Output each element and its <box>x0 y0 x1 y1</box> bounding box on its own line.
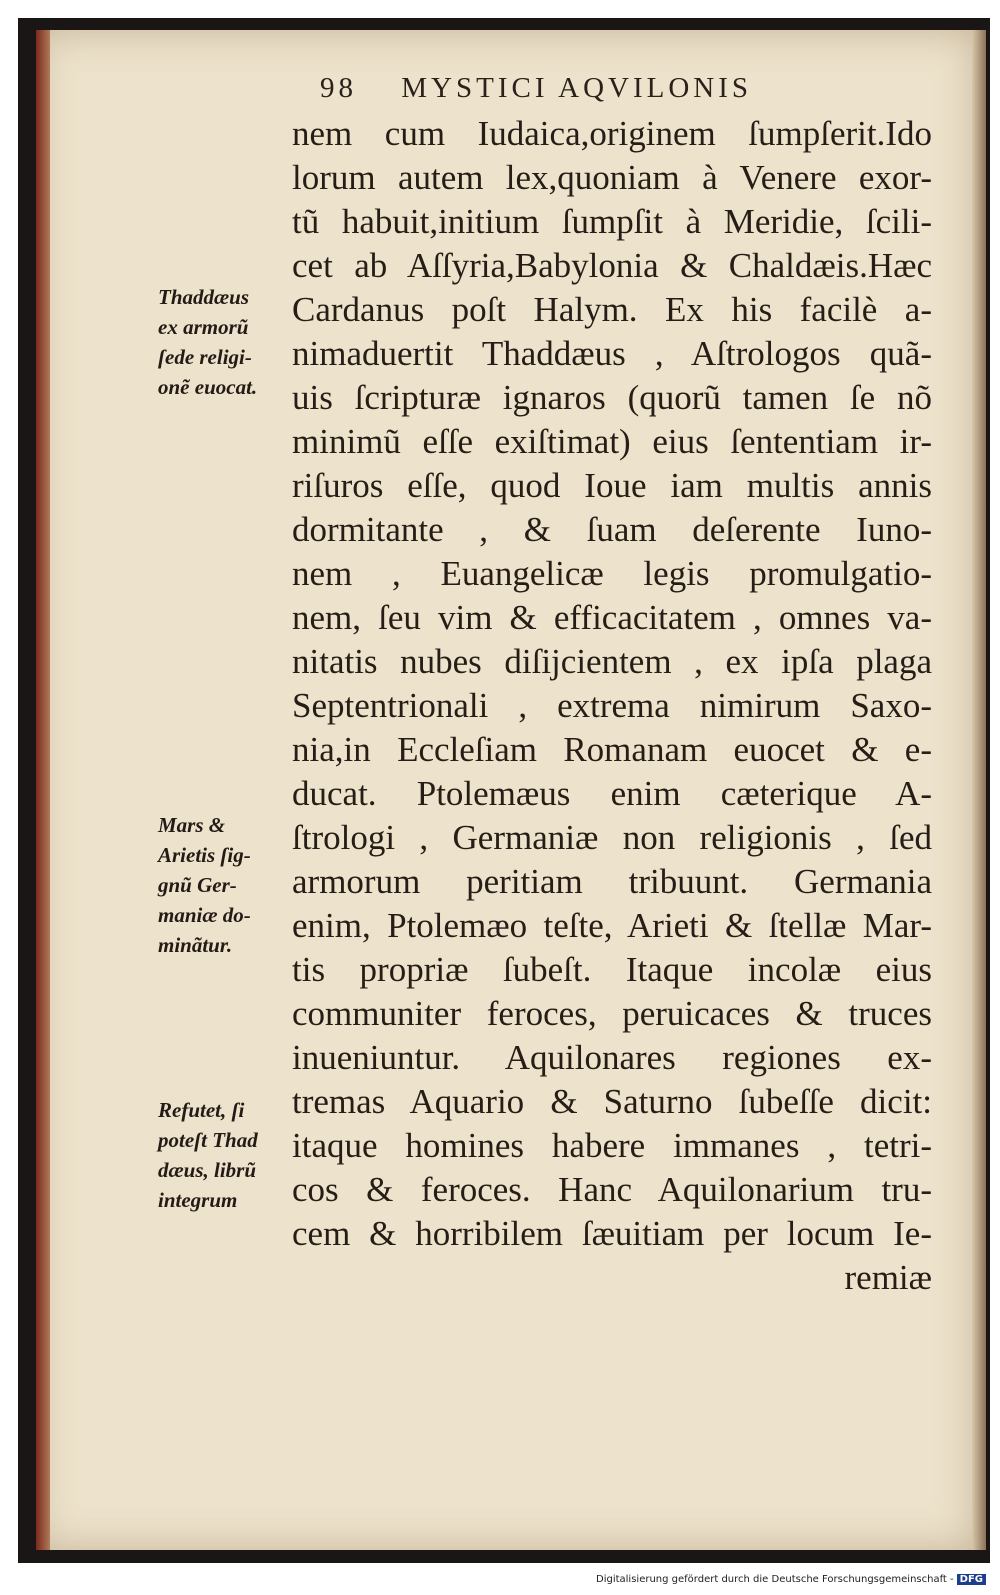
page-edge-right <box>972 30 986 1550</box>
text-line: ducat. Ptolemæus enim cæterique A- <box>292 774 932 813</box>
text-line: nimaduertit Thaddæus , Aſtrologos quã- <box>292 334 932 373</box>
text-line: enim, Ptolemæo teſte, Arieti & ſtellæ Mar- <box>292 906 932 945</box>
text-line: itaque homines habere immanes , tetri- <box>292 1126 932 1165</box>
text-line: inueniuntur. Aquilonares regiones ex- <box>292 1038 932 1077</box>
text-line: armorum peritiam tribuunt. Germania <box>292 862 932 901</box>
digitization-footer <box>596 1574 996 1585</box>
margin-note-line: poteſt Thad <box>158 1128 258 1152</box>
margin-note-line: ſede religi- <box>158 345 252 369</box>
margin-note-line: Arietis ſig- <box>158 843 251 867</box>
text-line: lorum autem lex,quoniam à Venere exor- <box>292 158 932 197</box>
text-line: tis propriæ ſubeſt. Itaque incolæ eius <box>292 950 932 989</box>
text-line: nem , Euangelicæ legis promulgatio- <box>292 554 932 593</box>
text-line: cos & feroces. Hanc Aquilonarium tru- <box>292 1170 932 1209</box>
text-line: cet ab Aſſyria,Babylonia & Chaldæis.Hæc <box>292 246 932 285</box>
text-line: tũ habuit,initium ſumpſit à Meridie, ſcili- <box>292 202 932 241</box>
margin-note-refutet <box>158 1095 298 1215</box>
text-line: ſtrologi , Germaniæ non religionis , ſed <box>292 818 932 857</box>
text-line: riſuros eſſe, quod Ioue iam multis annis <box>292 466 932 505</box>
text-line: Cardanus poſt Halym. Ex his facilè a- <box>292 290 932 329</box>
text-line: minimũ eſſe exiſtimat) eius ſententiam ir- <box>292 422 932 461</box>
margin-note-line: Refutet, ſi <box>158 1098 245 1122</box>
page-header <box>320 72 940 105</box>
text-line: Septentrionali , extrema nimirum Saxo- <box>292 686 932 725</box>
text-line: tremas Aquario & Saturno ſubeſſe dicit: <box>292 1082 932 1121</box>
text-line: dormitante , & ſuam deſerente Iuno- <box>292 510 932 549</box>
text-line: cem & horribilem ſæuitiam per locum Ie- <box>292 1214 932 1253</box>
margin-note-line: dæus, librũ <box>158 1158 257 1182</box>
margin-note-line: integrum <box>158 1188 238 1212</box>
text-line: nem cum Iudaica,originem ſumpſerit.Ido <box>292 114 932 153</box>
margin-note-line: gnũ Ger- <box>158 873 237 897</box>
main-text <box>292 112 932 1300</box>
margin-note-thaddaeus <box>158 282 298 402</box>
margin-note-line: Mars & <box>158 813 226 837</box>
margin-note-line: Thaddæus <box>158 285 250 309</box>
catchword: remiæ <box>844 1258 932 1297</box>
margin-note-line: minãtur. <box>158 933 233 957</box>
text-line: nem, ſeu vim & efficacitatem , omnes va- <box>292 598 932 637</box>
page-edge-left <box>36 30 50 1550</box>
running-title: MYSTICI AQVILONIS <box>401 72 752 104</box>
text-line: nia,in Eccleſiam Romanam euocet & e- <box>292 730 932 769</box>
footer-text: Digitalisierung gefördert durch die Deutsche Forschungsgemeinschaft - <box>596 1574 954 1585</box>
text-line: communiter feroces, peruicaces & truces <box>292 994 932 1033</box>
margin-note-line: onẽ euocat. <box>158 375 258 399</box>
margin-note-line: ex armorũ <box>158 315 249 339</box>
page-number: 98 <box>320 72 357 104</box>
margin-note-line: maniæ do- <box>158 903 251 927</box>
margin-note-mars <box>158 810 298 960</box>
dfg-logo: DFG <box>957 1574 986 1585</box>
text-line: uis ſcripturæ ignaros (quorũ tamen ſe nõ <box>292 378 932 417</box>
text-line: nitatis nubes diſijcientem , ex ipſa plaga <box>292 642 932 681</box>
